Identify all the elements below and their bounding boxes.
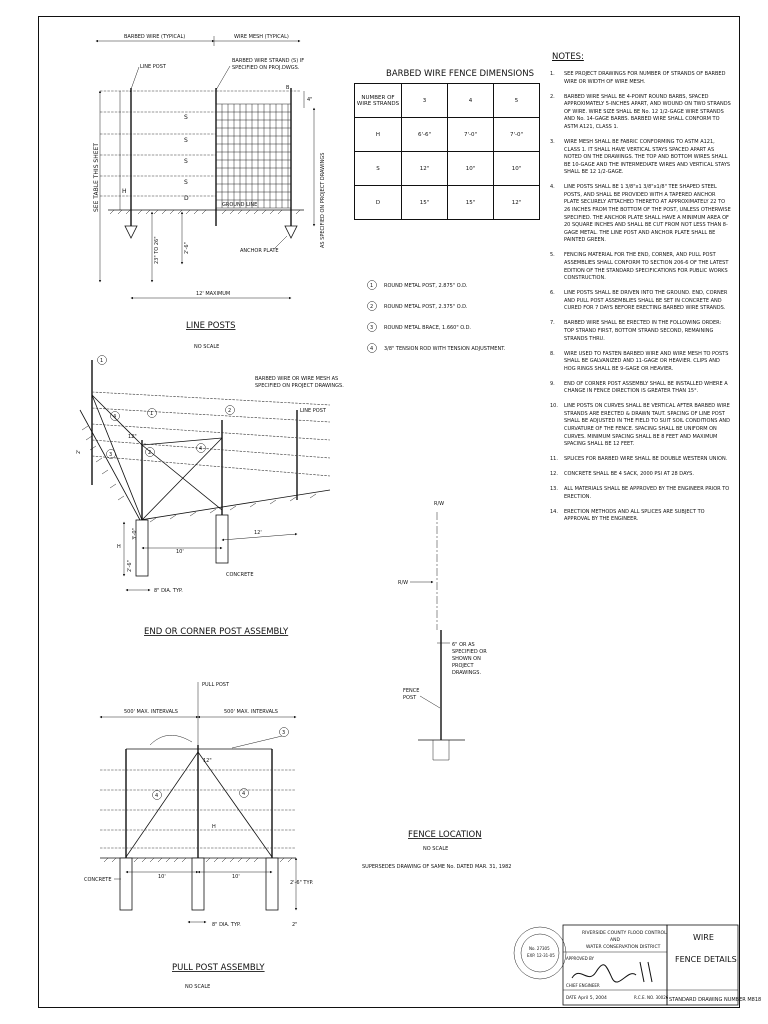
svg-text:2: 2 — [148, 450, 152, 456]
table-row-label: D — [355, 186, 402, 220]
label-pull-post: PULL POST — [202, 682, 230, 688]
svg-text:4: 4 — [199, 446, 203, 452]
concrete-footing-2 — [216, 515, 228, 563]
table-col-5: 5 — [494, 84, 540, 118]
note-text: BARBED WIRE SHALL BE 4-POINT ROUND BARBS, SPACED APPROXIMATELY 5-INCHES APART, AND WOUND ON TWO STRANDS OF WIRE. WIRE SIZE SHALL BE No. 12 1/2-GAGE WIRE STRANDS AND No. 14-GAGE BARBS. BARBED WIRE SHALL CONFORM TO ASTM A121, CLASS 1. — [564, 93, 731, 130]
note-number: 10. — [550, 403, 558, 410]
table-cell: 6'-6" — [402, 118, 448, 152]
label-corner-mesh: BARBED WIRE OR WIRE MESH AS SPECIFIED ON PROJECT DRAWINGS. — [255, 376, 344, 389]
notes-panel — [550, 52, 732, 531]
label-pull-10a: 10' — [158, 874, 166, 880]
note-item — [550, 471, 732, 479]
note-number: 6. — [550, 290, 555, 297]
legend-num-4: 4 — [370, 346, 374, 352]
label-depth-2-6: 2'-6" — [184, 242, 190, 254]
note-item — [550, 290, 732, 313]
note-number: 12. — [550, 471, 558, 478]
table-cell: 15" — [402, 186, 448, 220]
label-ground-line: GROUND LINE — [222, 202, 258, 208]
legend-num-1: 1 — [370, 283, 374, 289]
table-row — [355, 118, 540, 152]
corner-assembly-title: END OR CORNER POST ASSEMBLY — [144, 627, 289, 637]
note-number: 13. — [550, 486, 558, 493]
notes-title: NOTES: — [552, 52, 584, 62]
svg-text:3: 3 — [109, 452, 113, 458]
svg-text:1: 1 — [100, 358, 104, 364]
note-text: FENCING MATERIAL FOR THE END, CORNER, AND PULL POST ASSEMBLIES SHALL CONFORM TO SECTION 206-6 OF THE LATEST EDITION OF THE STANDARD SPECIFICATIONS FOR PUBLIC WORKS CONSTRUCTION. — [564, 252, 729, 282]
fence-dimensions-table — [354, 83, 540, 220]
label-corner-3-0: 3'-0" — [132, 528, 138, 540]
table-row — [355, 152, 540, 186]
legend — [368, 281, 506, 353]
note-text: WIRE MESH SHALL BE FABRIC CONFORMING TO ASTM A121, CLASS 1. IT SHALL HAVE VERTICAL STAYS SPACED APART AS NOTED ON THE DRAWINGS. THE TOP AND BOTTOM WIRES SHALL BE 10-GAGE AND THE INTERMEDIATE WIRES AND VERTICAL STAYS SHALL BE 12 1/2-GAGE. — [564, 138, 731, 176]
note-text: ALL MATERIALS SHALL BE APPROVED BY THE ENGINEER PRIOR TO ERECTION. — [564, 486, 730, 500]
label-corner-2-6: 2'-6" — [127, 560, 133, 572]
label-12-maximum: 12' MAXIMUM — [196, 291, 231, 297]
pull-assembly-scale: NO SCALE — [185, 984, 211, 990]
date-label: DATE — [566, 995, 577, 1000]
table-row-label: H — [355, 118, 402, 152]
horizontal-brace — [142, 438, 222, 445]
pull-diagonal-right — [198, 752, 272, 857]
label-d: D — [184, 195, 189, 202]
label-corner-h: H — [117, 544, 121, 550]
drawing-number: STANDARD DRAWING NUMBER M818 — [669, 997, 762, 1003]
note-item — [550, 381, 732, 396]
note-item — [550, 139, 732, 177]
seal-number: No. 27305 — [529, 946, 550, 951]
label-s1: S — [184, 114, 188, 121]
svg-text:2: 2 — [228, 408, 232, 414]
line-posts-scale: NO SCALE — [194, 344, 220, 350]
svg-text:4: 4 — [155, 793, 159, 799]
label-strand-note: BARBED WIRE STRAND (S) IF SPECIFIED ON PROJ.DWGS. — [232, 58, 305, 71]
note-text: WIRE USED TO FASTEN BARBED WIRE AND WIRE MESH TO POSTS SHALL BE GALVANIZED AND 11-GAGE OR HEAVIER. CLIPS AND HOG RINGS SHALL BE 9-GAGE OR HEAVIER. — [564, 350, 729, 372]
label-s3: S — [184, 158, 188, 165]
drawing-title-line-2: FENCE DETAILS — [675, 955, 737, 964]
tension-rod — [142, 445, 222, 510]
label-dim-b: B — [286, 85, 290, 91]
note-item — [550, 71, 732, 86]
table-header-row — [355, 84, 540, 118]
note-number: 2. — [550, 93, 555, 100]
table-cell: 12" — [494, 186, 540, 220]
label-corner-concrete: CONCRETE — [226, 572, 254, 578]
note-number: 8. — [550, 350, 555, 357]
pull-footing-right — [266, 858, 278, 910]
fence-location-scale: NO SCALE — [423, 846, 449, 852]
label-pull-dia: 8" DIA. TYP. — [212, 922, 241, 928]
table-cell: 10" — [494, 152, 540, 186]
table-row — [355, 186, 540, 220]
label-interval-left: 500' MAX. INTERVALS — [124, 709, 178, 715]
legend-item-2: ROUND METAL POST, 2.375" O.D. — [384, 304, 468, 310]
legend-item-4: 3/8" TENSION ROD WITH TENSION ADJUSTMENT. — [384, 346, 506, 352]
note-item — [550, 351, 732, 374]
label-pull-2in: 2" — [292, 922, 298, 928]
note-item — [550, 252, 732, 282]
table-cell: 7'-0" — [448, 118, 494, 152]
table-row-label: S — [355, 152, 402, 186]
line-posts-detail — [93, 34, 326, 350]
note-item — [550, 486, 732, 501]
label-h: H — [122, 188, 127, 195]
label-corner-line-post: LINE POST — [300, 408, 326, 414]
chief-engineer-label: CHIEF ENGINEER — [566, 983, 600, 988]
label-corner-12in: 12" — [128, 434, 137, 440]
note-number: 7. — [550, 320, 555, 327]
district-line-1: RIVERSIDE COUNTY FLOOD CONTROL — [582, 931, 667, 936]
label-corner-2ft: 2' — [76, 449, 82, 454]
rce-number: R.C.E. NO. 30026 — [634, 995, 669, 1000]
note-text: BARBED WIRE SHALL BE ERECTED IN THE FOLLOWING ORDER: TOP STRAND FIRST, BOTTOM STRAND SECOND, REMAINING STRANDS THRU. — [564, 320, 722, 342]
note-number: 14. — [550, 508, 558, 515]
table-header-label: NUMBER OF WIRE STRANDS — [355, 84, 402, 118]
note-item — [550, 509, 732, 524]
table-cell: 10" — [448, 152, 494, 186]
label-rw-top: R/W — [434, 501, 445, 507]
label-line-post: LINE POST — [140, 64, 166, 70]
legend-item-1: ROUND METAL POST, 2.875" O.D. — [384, 283, 468, 289]
label-s2: S — [184, 137, 188, 144]
label-corner-10ft: 10' — [176, 549, 184, 555]
wire-mesh-grid — [216, 104, 291, 208]
label-anchor-plate: ANCHOR PLATE — [240, 248, 279, 254]
engineer-signature — [572, 962, 652, 982]
svg-text:4: 4 — [113, 414, 117, 420]
label-depth-23-26: 23" TO 26" — [154, 236, 160, 264]
pull-post-assembly — [84, 682, 314, 990]
anchor-plate-1 — [125, 226, 137, 238]
note-item — [550, 320, 732, 343]
note-number: 4. — [550, 184, 555, 191]
legend-num-3: 3 — [370, 325, 374, 331]
note-text: ERECTION METHODS AND ALL SPLICES ARE SUBJECT TO APPROVAL BY THE ENGINEER. — [564, 508, 705, 523]
label-pull-h: H — [212, 824, 216, 830]
title-block — [514, 925, 761, 1005]
label-corner-dia: 8" DIA. TYP. — [154, 588, 183, 594]
label-rw-left: R/W — [398, 580, 409, 586]
line-posts-title: LINE POSTS — [186, 321, 236, 331]
pull-diagonal-left — [126, 752, 198, 857]
note-item — [550, 184, 732, 245]
label-pull-2-6: 2'-6" TYP. — [290, 880, 314, 886]
label-specified-on-drawings: AS SPECIFIED ON PROJECT DRAWINGS — [320, 152, 326, 248]
label-fence-post: FENCE POST — [403, 688, 420, 701]
table-col-4: 4 — [448, 84, 494, 118]
seal-expiry: EXP. 12-31-05 — [527, 953, 555, 958]
date-value: April 5, 2004 — [578, 996, 607, 1001]
notes-list — [550, 71, 732, 524]
district-line-2: AND — [610, 938, 620, 943]
label-interval-right: 500' MAX. INTERVALS — [224, 709, 278, 715]
label-s4: S — [184, 179, 188, 186]
note-item — [550, 94, 732, 132]
drawing-title-line-1: WIRE — [693, 933, 714, 942]
note-text: END OF CORNER POST ASSEMBLY SHALL BE INSTALLED WHERE A CHANGE IN FENCE DIRECTION IS GREATER THAN 15°. — [564, 380, 728, 395]
table-title: BARBED WIRE FENCE DIMENSIONS — [386, 69, 534, 79]
pull-assembly-title: PULL POST ASSEMBLY — [172, 963, 265, 973]
label-see-table: SEE TABLE THIS SHEET — [93, 143, 100, 212]
note-number: 9. — [550, 380, 555, 387]
label-corner-12ft: 12' — [254, 530, 262, 536]
table-cell: 15" — [448, 186, 494, 220]
label-pull-12: 12" — [203, 758, 212, 764]
note-text: LINE POSTS SHALL BE 1 3/8"x1 3/8"x1/8" TEE SHAPED STEEL POSTS, AND SHALL BE PROVIDED WITH A TAPERED ANCHOR PLATE SECURELY ATTACHED THERETO AT APPROXIMATELY 22 TO 26 INCHES FROM THE BOTTOM OF THE POST, UNLESS OTHERWISE SPECIFIED. THE ANCHOR PLATE SHALL HAVE A MINIMUM AREA OF 20 SQUARE INCHES AND SHALL BE CUT FROM NOT LESS THAN 8-GAGE METAL. THE LINE POST AND ANCHOR PLATE SHALL BE PAINTED GREEN. — [564, 184, 731, 244]
label-dim-4: 4" — [307, 97, 313, 103]
approved-by-label: APPROVED BY — [566, 956, 595, 961]
note-item — [550, 403, 732, 449]
note-text: LINE POSTS ON CURVES SHALL BE VERTICAL AFTER BARBED WIRE STRANDS ARE ERECTED & DRAWN TAUT. SPACING OF LINE POST SHALL BE ADJUSTED IN THE FIELD TO SUIT SOIL CONDITIONS AND CURVATURE OF THE FENCE. SPACING SHALL BE UNIFORM ON CURVES. MINIMUM SPACING SHALL BE 8 FEET AND MAXIMUM SPACING SHALL BE 12 FEET. — [564, 403, 730, 448]
svg-text:4: 4 — [242, 791, 246, 797]
district-line-3: WATER CONSERVATION DISTRICT — [586, 945, 661, 950]
legend-num-2: 2 — [370, 304, 374, 310]
legend-item-3: ROUND METAL BRACE, 1.660" O.D. — [384, 325, 472, 331]
table-cell: 12" — [402, 152, 448, 186]
note-item — [550, 456, 732, 464]
note-text: SEE PROJECT DRAWINGS FOR NUMBER OF STRANDS OF BARBED WIRE OR WIDTH OF WIRE MESH. — [564, 71, 726, 85]
fence-location-detail — [362, 501, 511, 870]
supersedes-note: SUPERSEDES DRAWING OF SAME No. DATED MAR. 31, 1982 — [362, 864, 512, 870]
svg-text:1: 1 — [150, 411, 154, 417]
note-text: SPLICES FOR BARBED WIRE SHALL BE DOUBLE WESTERN UNION. — [564, 456, 728, 463]
label-pull-10b: 10' — [232, 874, 240, 880]
label-location-offset: 6" OR AS SPECIFIED OR SHOWN ON PROJECT DRAWINGS. — [452, 642, 487, 676]
pull-footing-center — [192, 858, 204, 910]
table-col-3: 3 — [402, 84, 448, 118]
label-pull-concrete: CONCRETE — [84, 877, 112, 883]
note-text: CONCRETE SHALL BE 4 SACK, 2000 PSI AT 28 DAYS. — [564, 471, 694, 478]
svg-text:3: 3 — [282, 730, 286, 736]
label-barbed-typical: BARBED WIRE (TYPICAL) — [124, 34, 186, 40]
note-number: 5. — [550, 252, 555, 259]
note-number: 1. — [550, 71, 555, 77]
pull-footing-left — [120, 858, 132, 910]
table-cell: 7'-0" — [494, 118, 540, 152]
fence-location-title: FENCE LOCATION — [408, 830, 482, 840]
note-text: LINE POSTS SHALL BE DRIVEN INTO THE GROUND. END, CORNER AND PULL POST ASSEMBLIES SHALL BE SET IN CONCRETE AND CURED FOR 7 DAYS BEFORE ERECTING BARBED WIRE STRANDS. — [564, 290, 728, 312]
corner-post-assembly — [76, 356, 344, 638]
note-number: 3. — [550, 138, 555, 145]
label-mesh-typical: WIRE MESH (TYPICAL) — [234, 34, 289, 40]
note-number: 11. — [550, 456, 558, 463]
